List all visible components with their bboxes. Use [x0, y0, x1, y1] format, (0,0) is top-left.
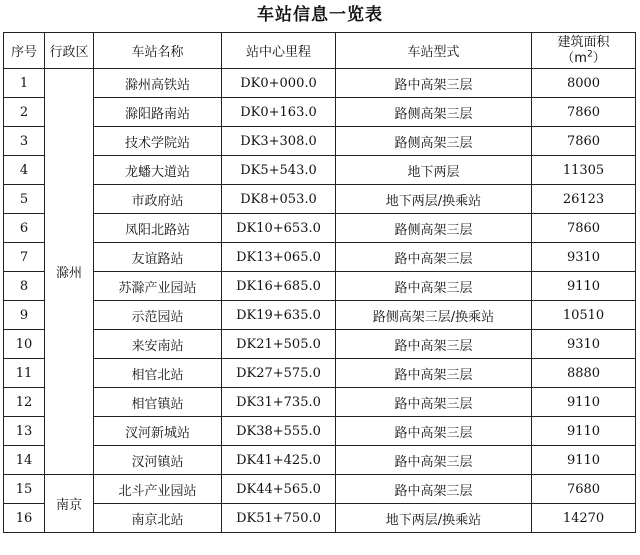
cell-center-mileage: DK41+425.0: [222, 446, 336, 475]
table-row: [4, 475, 636, 504]
cell-station-name: 友谊路站: [94, 243, 222, 272]
cell-center-mileage: DK10+653.0: [222, 214, 336, 243]
station-info-table: [3, 32, 636, 533]
cell-seq: 8: [4, 272, 45, 301]
table-row: [4, 417, 636, 446]
header-center-mileage: 站中心里程: [222, 33, 336, 69]
cell-seq: 13: [4, 417, 45, 446]
cell-floor-area: 7680: [532, 475, 636, 504]
cell-center-mileage: DK0+163.0: [222, 98, 336, 127]
cell-seq: 14: [4, 446, 45, 475]
cell-station-type: 路中高架三层: [336, 272, 532, 301]
cell-station-type: 路侧高架三层/换乘站: [336, 301, 532, 330]
cell-seq: 5: [4, 185, 45, 214]
cell-station-type: 路中高架三层: [336, 417, 532, 446]
cell-floor-area: 7860: [532, 214, 636, 243]
cell-center-mileage: DK21+505.0: [222, 330, 336, 359]
cell-seq: 1: [4, 69, 45, 98]
cell-station-name: 示范园站: [94, 301, 222, 330]
header-floor-area-unit: $(m^2)$: [561, 49, 606, 66]
cell-center-mileage: DK19+635.0: [222, 301, 336, 330]
cell-district: 滁州: [45, 69, 94, 475]
cell-seq: 12: [4, 388, 45, 417]
cell-floor-area: 9310: [532, 243, 636, 272]
cell-station-type: 路中高架三层: [336, 475, 532, 504]
cell-floor-area: 9110: [532, 446, 636, 475]
cell-station-name: 凤阳北路站: [94, 214, 222, 243]
cell-station-type: 路中高架三层: [336, 446, 532, 475]
cell-station-name: 汊河新城站: [94, 417, 222, 446]
header-floor-area-label: 建筑面积: [557, 34, 610, 50]
cell-seq: 6: [4, 214, 45, 243]
cell-station-type: 路中高架三层: [336, 69, 532, 98]
header-floor-area: [532, 33, 636, 69]
cell-station-type: 路侧高架三层: [336, 127, 532, 156]
cell-center-mileage: DK44+565.0: [222, 475, 336, 504]
table-body: [4, 69, 636, 533]
table-row: [4, 330, 636, 359]
cell-station-type: 路侧高架三层: [336, 214, 532, 243]
cell-floor-area: 7860: [532, 98, 636, 127]
cell-seq: 4: [4, 156, 45, 185]
cell-seq: 16: [4, 504, 45, 533]
cell-station-type: 地下两层/换乘站: [336, 504, 532, 533]
cell-station-name: 相官北站: [94, 359, 222, 388]
cell-seq: 3: [4, 127, 45, 156]
cell-floor-area: 9110: [532, 272, 636, 301]
table-row: [4, 156, 636, 185]
cell-district: 南京: [45, 475, 94, 533]
cell-center-mileage: DK0+000.0: [222, 69, 336, 98]
cell-station-name: 汊河镇站: [94, 446, 222, 475]
table-row: [4, 504, 636, 533]
cell-station-name: 市政府站: [94, 185, 222, 214]
cell-center-mileage: DK3+308.0: [222, 127, 336, 156]
cell-floor-area: 8000: [532, 69, 636, 98]
cell-center-mileage: DK5+543.0: [222, 156, 336, 185]
cell-station-type: 路中高架三层: [336, 243, 532, 272]
cell-floor-area: 9110: [532, 417, 636, 446]
cell-floor-area: 8880: [532, 359, 636, 388]
table-row: [4, 359, 636, 388]
cell-center-mileage: DK51+750.0: [222, 504, 336, 533]
cell-floor-area: 7860: [532, 127, 636, 156]
table-title: 车站信息一览表: [257, 5, 383, 25]
cell-floor-area: 26123: [532, 185, 636, 214]
cell-floor-area: 9310: [532, 330, 636, 359]
cell-station-name: 滁阳路南站: [94, 98, 222, 127]
cell-center-mileage: DK38+555.0: [222, 417, 336, 446]
header-district: 行政区: [45, 33, 94, 69]
cell-floor-area: 11305: [532, 156, 636, 185]
cell-floor-area: 14270: [532, 504, 636, 533]
cell-station-type: 地下两层: [336, 156, 532, 185]
cell-station-type: 路中高架三层: [336, 330, 532, 359]
table-row: [4, 243, 636, 272]
table-row: [4, 301, 636, 330]
cell-station-name: 相官镇站: [94, 388, 222, 417]
cell-center-mileage: DK27+575.0: [222, 359, 336, 388]
table-row: [4, 214, 636, 243]
table-row: [4, 127, 636, 156]
cell-station-type: 路中高架三层: [336, 388, 532, 417]
cell-station-name: 龙蟠大道站: [94, 156, 222, 185]
cell-seq: 10: [4, 330, 45, 359]
cell-seq: 9: [4, 301, 45, 330]
table-row: [4, 272, 636, 301]
table-row: [4, 388, 636, 417]
cell-center-mileage: DK16+685.0: [222, 272, 336, 301]
table-row: [4, 185, 636, 214]
cell-seq: 7: [4, 243, 45, 272]
cell-station-name: 北斗产业园站: [94, 475, 222, 504]
cell-seq: 2: [4, 98, 45, 127]
table-row: [4, 69, 636, 98]
table-header-row: [4, 33, 636, 69]
cell-station-name: 滁州高铁站: [94, 69, 222, 98]
header-station-name: 车站名称: [94, 33, 222, 69]
header-seq: 序号: [4, 33, 45, 69]
header-station-type: 车站型式: [336, 33, 532, 69]
cell-center-mileage: DK13+065.0: [222, 243, 336, 272]
cell-station-name: 技术学院站: [94, 127, 222, 156]
table-row: [4, 98, 636, 127]
cell-seq: 15: [4, 475, 45, 504]
cell-station-name: 南京北站: [94, 504, 222, 533]
cell-station-name: 苏滁产业园站: [94, 272, 222, 301]
cell-station-type: 路侧高架三层: [336, 98, 532, 127]
table-row: [4, 446, 636, 475]
cell-station-type: 路中高架三层: [336, 359, 532, 388]
cell-station-type: 地下两层/换乘站: [336, 185, 532, 214]
cell-center-mileage: DK31+735.0: [222, 388, 336, 417]
cell-center-mileage: DK8+053.0: [222, 185, 336, 214]
cell-floor-area: 9110: [532, 388, 636, 417]
cell-station-name: 来安南站: [94, 330, 222, 359]
cell-seq: 11: [4, 359, 45, 388]
cell-floor-area: 10510: [532, 301, 636, 330]
